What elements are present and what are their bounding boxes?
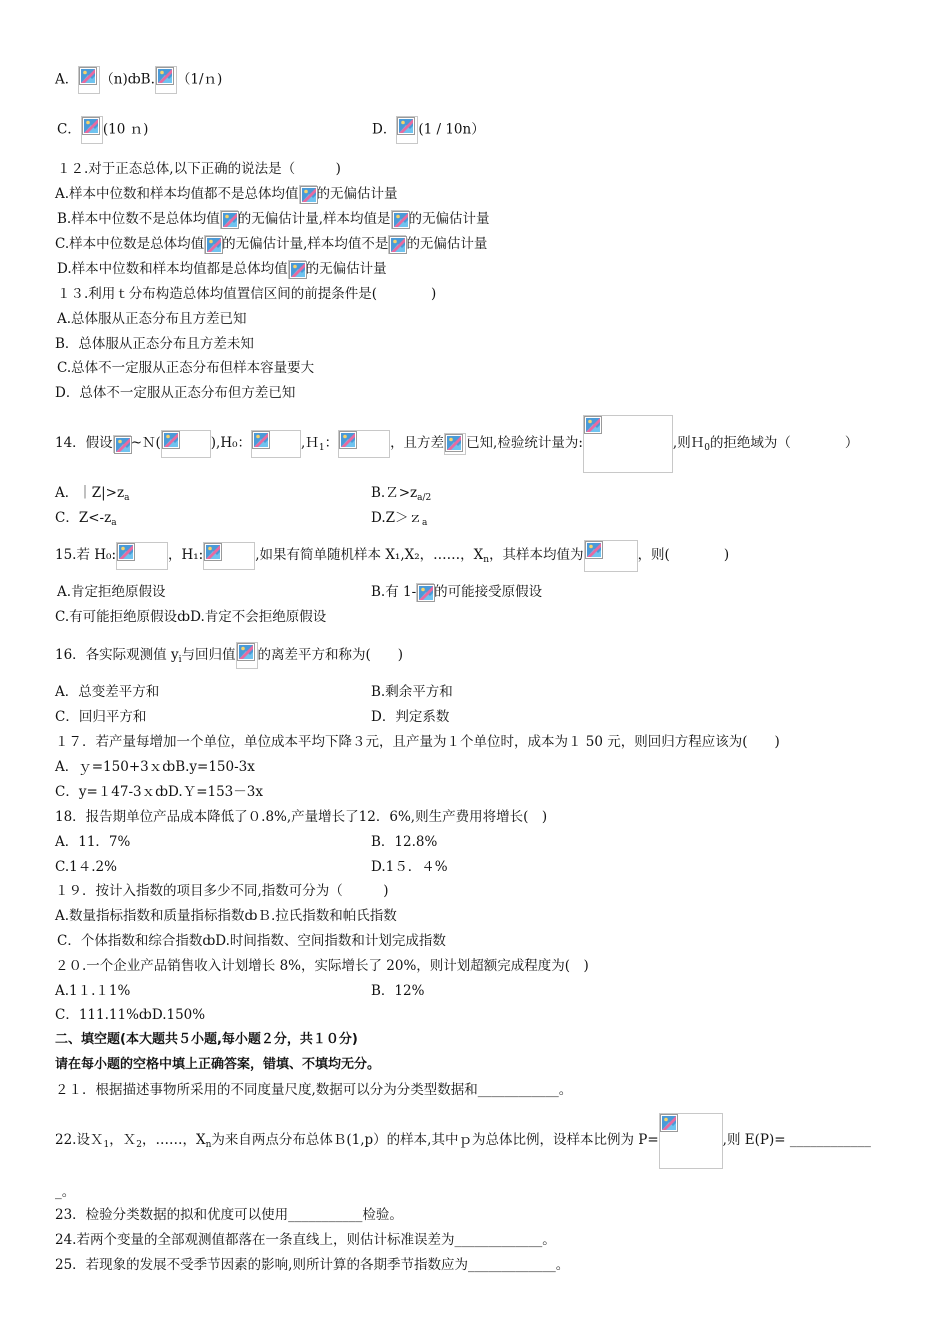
q21-text: ２１．根据描述事物所采用的不同度量尺度,数据可以分为分类型数据和____________。 [55,1082,573,1098]
q15-t5: ，则( ) [637,547,730,563]
q11-c-label: C． [57,121,81,138]
q12-b-post: 的无偏估计量 [408,211,490,227]
q11-b-text: （1/ｎ) [176,71,223,88]
q11-a-label: A． [55,71,79,88]
broken-image-icon [416,583,434,602]
q15-t3: ,如果有简单随机样本 X₁,X₂，……，X [255,547,484,563]
q12-c-pre: C.样本中位数是总体均值 [55,236,205,252]
q14-d-sub: a [422,518,428,528]
q15-t4: ，其样本均值为 [489,547,584,563]
q15-option-cd: C.有可能拒绝原假设ȸD.肯定不会拒绝原假设 [55,609,327,625]
broken-image-icon [204,235,222,254]
q14-t1: 14．假设 [55,435,113,451]
broken-image-icon [251,430,301,458]
broken-image-icon [659,1113,723,1169]
broken-image-icon [444,433,466,455]
q14-t5: ： [324,435,339,451]
broken-image-icon [396,116,418,144]
q22-t3: ，……，X [141,1132,206,1148]
q14-option-c [55,509,117,532]
q17-stem: １７．若产量每增加一个单位，单位成本平均下降３元，且产量为１个单位时，成本为１ 50 元，则回归方程应该为( ) [55,734,780,750]
q17-option-cd: C．y=１47-3ｘȸD.Ｙ=153－3x [55,784,263,800]
q15-b-pre: B.有 1- [371,584,417,600]
q22-t4: 为来自两点分布总体Ｂ(1,p）的样本,其中ｐ为总体比例，设样本比例为 P= [211,1132,659,1148]
q13-stem: １３.利用ｔ分布构造总体均值置信区间的前提条件是( ) [57,286,437,302]
q22-t1-sub: 1 [103,1140,110,1150]
q14-b: B.Ｚ>z [371,485,418,501]
q12-a-post: 的无偏估计量 [316,186,398,202]
q12-c-post: 的无偏估计量 [406,236,488,252]
broken-image-icon [81,116,103,144]
q14-d: D.Z＞ｚ [371,510,423,526]
q23-text: 23．检验分类数据的拟和优度可以使用___________检验。 [55,1207,403,1223]
section-title: 二、填空题(本大题共５小题,每小题２分，共１０分) [55,1032,358,1047]
q14-a: A．｜Z|>z [55,485,125,501]
q20-option-a: A.1１.１1% [55,983,131,999]
broken-image-icon [116,542,168,570]
q12-option-b [57,210,490,229]
q14-c-sub: a [111,518,117,528]
q22-t3-sub: n [205,1140,212,1150]
q14-option-d [371,509,427,532]
q12-option-d [57,260,387,279]
q12-d-post: 的无偏估计量 [305,261,387,277]
broken-image-icon [203,542,255,570]
q12-a-pre: A.样本中位数和样本均值都不是总体均值 [55,186,299,202]
q12-c-mid: 的无偏估计量,样本均值不是 [222,236,389,252]
q14-t4-sub: 1 [318,443,325,453]
q15-t2: ，H₁: [168,547,204,563]
q14-option-b [371,484,431,507]
q16-option-d: D．判定系数 [371,709,450,725]
q11-c-text: (10 ｎ) [102,121,149,138]
q20-option-b: B．12% [371,983,425,999]
q11-d-text: (1 / 10n） [418,121,485,138]
q14-c: C．Z<-z [55,510,112,526]
q13-option-c: C.总体不一定服从正态分布但样本容量要大 [57,360,315,376]
broken-image-icon [78,66,100,94]
q13-option-d: D．总体不一定服从正态分布但方差已知 [55,385,296,401]
q14-stem [55,414,858,477]
q22-t5: ,则 E(P)= ____________ [722,1132,871,1148]
broken-image-icon [299,185,317,204]
q14-t8-sub: 0 [704,443,710,453]
q14-t7: 已知,检验统计量为: [466,435,583,451]
q22-t2: ，Ｘ [109,1132,137,1148]
q14-a-sub: a [124,493,130,503]
broken-image-icon [220,210,238,229]
broken-image-icon [584,540,638,572]
q18-option-d: D.1５．４% [371,859,448,875]
q15-option-b [371,583,542,602]
q16-t2: 与回归值 [181,647,236,663]
q14-t4: ,Ｈ [301,435,319,451]
q18-stem: 18．报告期单位产品成本降低了０.8%,产量增长了12．6%,则生产费用将增长( ) [55,809,548,825]
q12-b-mid: 的无偏估计量,样本均值是 [237,211,391,227]
q14-t6: ，且方差 [390,435,445,451]
q14-t2: ~Ｎ( [130,435,161,451]
q16-t1-sub: i [178,655,182,665]
q22-t1: 22.设Ｘ [55,1132,104,1148]
q16-option-b: B.剩余平方和 [371,684,453,700]
q16-stem [55,641,403,674]
q22-stem [55,1112,871,1173]
q18-option-c: C.1４.2% [55,859,117,875]
q17-option-ab: A．ｙ=150+3ｘȸB.y=150-3x [55,759,255,775]
section-instruction: 请在每小题的空格中填上正确答案，错填、不填均无分。 [55,1057,381,1072]
broken-image-icon [388,235,406,254]
q15-option-a: A.肯定拒绝原假设 [57,584,166,600]
q20-stem: ２０.一个企业产品销售收入计划增长 8%，实际增长了 20%，则计划超额完成程度为( ) [55,958,589,974]
q15-t3-sub: n [483,555,490,565]
q20-option-cd: C．111.11%ȸD.150% [55,1007,206,1023]
q13-option-a: A.总体服从正态分布且方差已知 [57,311,247,327]
broken-image-icon [583,415,673,473]
q19-option-ab: A.数量指标指数和质量指标指数ȸＢ.拉氏指数和帕氏指数 [55,908,397,924]
q12-stem: １２.对于正态总体,以下正确的说法是（ ) [57,161,341,177]
q13-option-b: B．总体服从正态分布且方差未知 [55,336,254,352]
broken-image-icon [391,210,409,229]
q16-t1: 16．各实际观测值 y [55,647,179,663]
q12-option-c [55,235,487,254]
q25-text: 25．若现象的发展不受季节因素的影响,则所计算的各期季节指数应为_____________。 [55,1257,570,1273]
q11-line-c [57,116,148,144]
q16-t3: 的离差平方和称为( ) [257,647,404,663]
q12-option-a [55,185,398,204]
q14-b-sub: a/2 [417,493,432,503]
broken-image-icon [161,430,211,458]
q15-t1: 15.若 H₀: [55,547,116,563]
q18-option-b: B．12.8% [371,834,438,850]
q14-option-a [55,484,129,507]
broken-image-icon [155,66,177,94]
q24-text: 24.若两个变量的全部观测值都落在一条直线上，则估计标准误差为_____________。 [55,1232,556,1248]
q16-option-c: C．回归平方和 [55,709,147,725]
q19-option-cd: C．个体指数和综合指数ȸD.时间指数、空间指数和计划完成指数 [57,933,446,949]
broken-image-icon [338,430,390,458]
q11-d-label: D． [372,121,397,138]
q11-b-label: ȸB. [127,71,155,88]
q12-d-pre: D.样本中位数和样本均值都是总体均值 [57,261,288,277]
broken-image-icon [113,435,131,453]
q15-b-post: 的可能接受原假设 [434,584,543,600]
broken-image-icon [288,260,306,279]
q22-continuation: _。 [55,1184,76,1200]
q15-stem [55,538,729,577]
q12-b-pre: B.样本中位数不是总体均值 [57,211,220,227]
q11-line-ab [55,66,222,94]
broken-image-icon [236,642,258,669]
q11-a-text: （n) [100,71,128,88]
q19-stem: １９．按计入指数的项目多少不同,指数可分为（ ) [55,883,389,899]
q11-line-d [372,116,485,144]
q14-t9: 的拒绝域为（ ） [709,435,859,451]
q16-option-a: A．总变差平方和 [55,684,160,700]
q18-option-a: A．11．7% [55,834,131,850]
q14-t8: ,则Ｈ [672,435,705,451]
q14-t3: ),H₀： [210,435,252,451]
q22-t2-sub: 2 [136,1140,142,1150]
